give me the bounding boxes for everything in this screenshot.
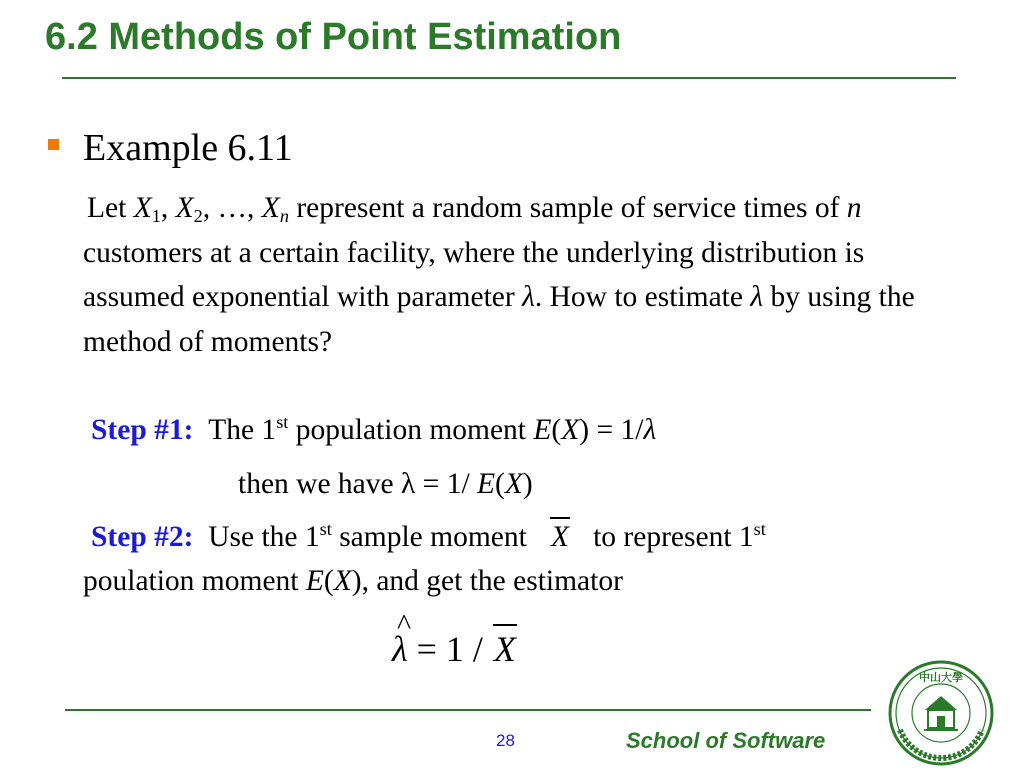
- sub-1: 1: [151, 206, 161, 226]
- step2-text-c: to represent 1: [585, 521, 754, 553]
- para-text-2: customers at a certain facility, where the underlying distribution is assumed exponential with parameter: [83, 236, 865, 313]
- x-var: X: [561, 414, 580, 446]
- comma: ,: [160, 192, 169, 224]
- slide-title: 6.2 Methods of Point Estimation: [45, 16, 622, 58]
- then-text: then we have λ = 1/: [238, 468, 478, 500]
- footer-school: School of Software: [626, 728, 826, 753]
- footer-divider: [65, 709, 871, 711]
- sub-2: 2: [193, 206, 203, 226]
- step2-line: [91, 521, 766, 554]
- e-operator: E: [305, 565, 324, 597]
- lambda-symbol: λ: [643, 414, 657, 446]
- title-divider: [62, 77, 956, 79]
- lambda-symbol: λ: [522, 281, 535, 313]
- paren: (: [495, 468, 505, 500]
- x-var: X: [261, 192, 280, 224]
- step1-line: [91, 414, 656, 447]
- step2-label: Step #2:: [91, 521, 194, 553]
- paren: (: [551, 414, 562, 446]
- para-text-1: represent a random sample of service times of: [288, 192, 847, 224]
- formula-equals: = 1 /: [407, 629, 492, 669]
- paren: ): [522, 468, 533, 500]
- e-operator: E: [477, 468, 496, 500]
- step2-line2-text-a: poulation moment: [83, 565, 306, 597]
- x-var: X: [333, 565, 352, 597]
- step1-then-line: [238, 468, 533, 501]
- n-var: n: [846, 192, 862, 224]
- hat-mark: ^: [397, 608, 412, 641]
- x-var: X: [175, 192, 194, 224]
- svg-text:中山大學: 中山大學: [919, 671, 963, 684]
- bullet-square-icon: [48, 139, 59, 150]
- step2-text-a: Use the 1: [208, 521, 320, 553]
- let-word: Let: [87, 192, 127, 224]
- lambda-symbol: λ: [750, 281, 764, 313]
- x-var: X: [504, 468, 523, 500]
- para-text-3: . How to estimate: [534, 281, 751, 313]
- estimator-formula: [392, 608, 518, 670]
- para-text-4: by using the method of moments?: [83, 281, 915, 358]
- step2-sup: st: [319, 519, 332, 539]
- example-heading: Example 6.11: [83, 127, 293, 169]
- step2-line2-text-b: ), and get the estimator: [351, 565, 623, 597]
- x-bar: X: [550, 521, 569, 553]
- e-operator: E: [533, 414, 552, 446]
- university-seal-logo: [888, 660, 994, 766]
- step1-text-a: The 1: [208, 414, 277, 446]
- step2-text-b: sample moment: [331, 521, 535, 553]
- lambda-symbol: λ: [392, 629, 408, 669]
- ellipsis: , …,: [202, 192, 262, 224]
- x-bar: X: [493, 629, 516, 669]
- sub-n: n: [279, 206, 289, 226]
- step1-text-b: population moment: [288, 414, 534, 446]
- step2-line-2: [83, 565, 623, 598]
- page-number: 28: [496, 731, 515, 750]
- step2-sup-2: st: [753, 519, 766, 539]
- x-var: X: [133, 192, 152, 224]
- step1-label: Step #1:: [91, 414, 194, 446]
- step1-sup: st: [276, 412, 289, 432]
- step1-text-c: ) = 1/: [579, 414, 644, 446]
- problem-paragraph: [83, 186, 923, 364]
- lambda-hat: [392, 608, 412, 670]
- paren: (: [323, 565, 334, 597]
